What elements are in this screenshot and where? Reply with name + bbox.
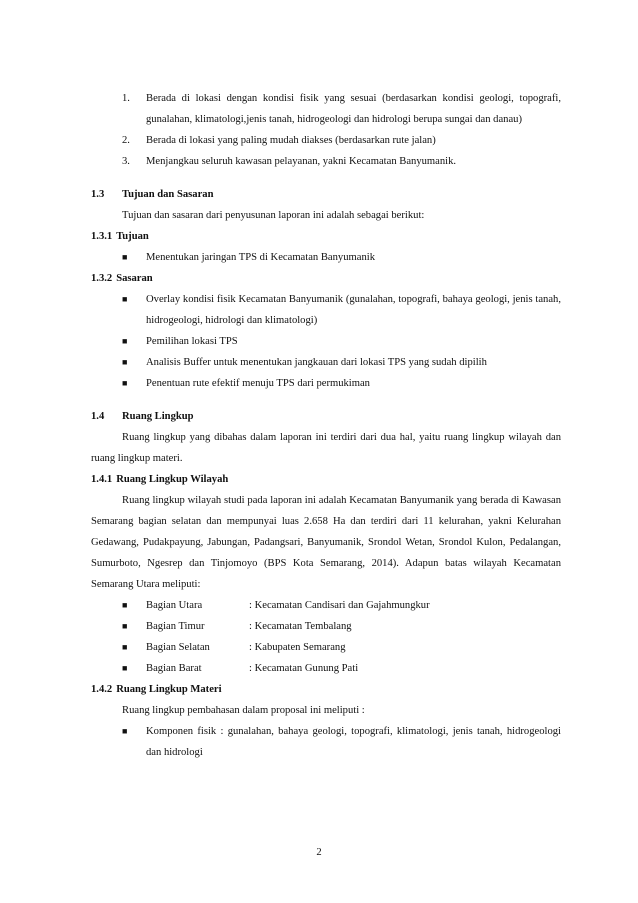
batas-wilayah-list xyxy=(91,595,561,679)
subsection-heading-1-4-2 xyxy=(91,679,561,700)
bullet-text: Overlay kondisi fisik Kecamatan Banyumanik (gunalahan, topografi, bahaya geologi, jenis tanah, hidrogeologi, hidrologi dan klimatologi) xyxy=(146,294,561,326)
bullet-text: Komponen fisik : gunalahan, bahaya geologi, topografi, klimatologi, jenis tanah, hidrogeologi dan hidrologi xyxy=(146,726,561,758)
list-item-number: 3. xyxy=(122,156,130,167)
square-bullet-icon: ■ xyxy=(122,252,128,262)
section-title: Tujuan dan Sasaran xyxy=(122,189,214,200)
subsection-title: Ruang Lingkup Materi xyxy=(116,684,222,695)
square-bullet-icon: ■ xyxy=(122,621,128,631)
bullet-item xyxy=(122,637,561,658)
section-intro: Tujuan dan sasaran dari penyusunan laporan ini adalah sebagai berikut: xyxy=(122,210,425,221)
batas-label: Bagian Selatan xyxy=(146,642,210,653)
square-bullet-icon: ■ xyxy=(122,600,128,610)
list-item xyxy=(122,88,561,130)
page-content xyxy=(91,88,561,763)
subsection-number: 1.4.2 xyxy=(91,684,113,695)
bullet-text: Analisis Buffer untuk menentukan jangkauan dari lokasi TPS yang sudah dipilih xyxy=(146,357,487,368)
materi-intro: Ruang lingkup pembahasan dalam proposal ini meliputi : xyxy=(122,705,365,716)
bullet-item xyxy=(122,331,561,352)
section-title: Ruang Lingkup xyxy=(122,411,194,422)
list-item-text: Menjangkau seluruh kawasan pelayanan, yakni Kecamatan Banyumanik. xyxy=(146,156,457,167)
section-number: 1.3 xyxy=(91,189,105,200)
list-item xyxy=(122,130,561,151)
sasaran-list xyxy=(91,289,561,394)
list-item-text: Berada di lokasi yang paling mudah diakses (berdasarkan rute jalan) xyxy=(146,135,436,146)
bullet-item xyxy=(122,721,561,763)
list-item xyxy=(122,151,561,172)
bullet-item xyxy=(122,595,561,616)
square-bullet-icon: ■ xyxy=(122,294,128,304)
bullet-text: Pemilihan lokasi TPS xyxy=(146,336,238,347)
bullet-item xyxy=(122,616,561,637)
bullet-item xyxy=(122,658,561,679)
subsection-number: 1.3.1 xyxy=(91,231,113,242)
wilayah-paragraph: Ruang lingkup wilayah studi pada laporan ini adalah Kecamatan Banyumanik yang berada di Kawasan Semarang bagian selatan dan mempunyai luas 2.658 Ha dan terdiri dari 11 kelurahan, yakni Kelurahan Gedawang, Pudakpayung, Jabungan, Padangsari, Banyumanik, Srondol Wetan, Srondol Kulon, Pedalangan, Sumurboto, Ngesrep dan Tinjomoyo (BPS Kota Semarang, 2014). Adapun batas wilayah Kecamatan Semarang Utara meliputi: xyxy=(91,495,561,590)
batas-label: Bagian Timur xyxy=(146,621,205,632)
subsection-title: Ruang Lingkup Wilayah xyxy=(116,474,229,485)
batas-label: Bagian Utara xyxy=(146,600,203,611)
batas-value: : Kecamatan Gunung Pati xyxy=(249,663,359,674)
list-item-text: Berada di lokasi dengan kondisi fisik yang sesuai (berdasarkan kondisi geologi, topografi, gunalahan, klimatologi,jenis tanah, hidrogeologi dan hidrologi berupa sungai dan danau) xyxy=(146,93,561,125)
subsection-title: Tujuan xyxy=(116,231,149,242)
subsection-heading-1-3-2 xyxy=(91,268,561,289)
page-number: 2 xyxy=(316,847,322,858)
section-number: 1.4 xyxy=(91,411,105,422)
materi-list xyxy=(91,721,561,763)
section-heading-1-4 xyxy=(91,406,561,427)
subsection-heading-1-4-1 xyxy=(91,469,561,490)
square-bullet-icon: ■ xyxy=(122,726,128,736)
subsection-number: 1.4.1 xyxy=(91,474,113,485)
square-bullet-icon: ■ xyxy=(122,642,128,652)
bullet-item xyxy=(122,289,561,331)
batas-label: Bagian Barat xyxy=(146,663,202,674)
bullet-item xyxy=(122,352,561,373)
section-heading-1-3 xyxy=(91,184,561,205)
subsection-heading-1-3-1 xyxy=(91,226,561,247)
list-item-number: 2. xyxy=(122,135,130,146)
bullet-item xyxy=(122,247,561,268)
bullet-text: Menentukan jaringan TPS di Kecamatan Banyumanik xyxy=(146,252,375,263)
square-bullet-icon: ■ xyxy=(122,378,128,388)
subsection-title: Sasaran xyxy=(116,273,153,284)
bullet-item xyxy=(122,373,561,394)
batas-value: : Kecamatan Tembalang xyxy=(249,621,352,632)
tujuan-list xyxy=(91,247,561,268)
list-item-number: 1. xyxy=(122,93,130,104)
section-intro: Ruang lingkup yang dibahas dalam laporan ini terdiri dari dua hal, yaitu ruang lingkup wilayah dan ruang lingkup materi. xyxy=(91,432,561,464)
bullet-text: Penentuan rute efektif menuju TPS dari permukiman xyxy=(146,378,370,389)
batas-value: : Kecamatan Candisari dan Gajahmungkur xyxy=(249,600,430,611)
square-bullet-icon: ■ xyxy=(122,336,128,346)
square-bullet-icon: ■ xyxy=(122,357,128,367)
subsection-number: 1.3.2 xyxy=(91,273,113,284)
batas-value: : Kabupaten Semarang xyxy=(249,642,346,653)
numbered-list xyxy=(91,88,561,172)
square-bullet-icon: ■ xyxy=(122,663,128,673)
